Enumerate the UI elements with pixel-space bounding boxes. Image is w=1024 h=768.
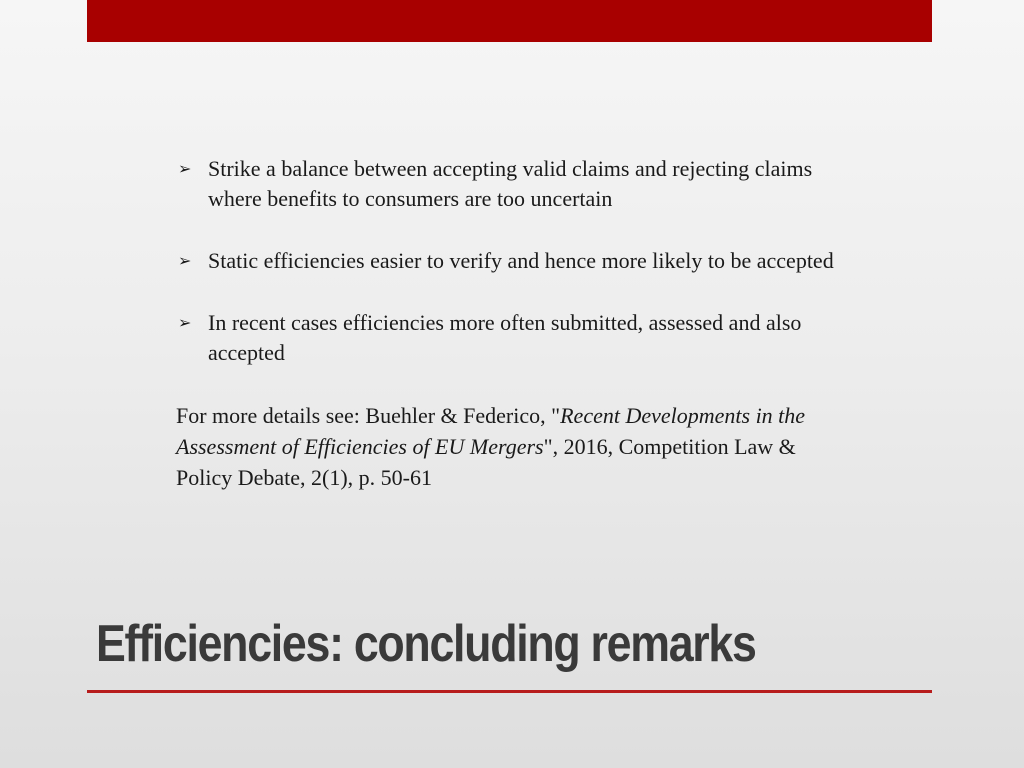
bullet-text: In recent cases efficiencies more often submitted, assessed and also accepted xyxy=(208,310,802,365)
reference-citation xyxy=(176,400,856,493)
reference-title: Recent Developments in the Assessment of Efficiencies of EU Mergers xyxy=(176,403,806,459)
bullet-text: Strike a balance between accepting valid claims and rejecting claims where benefits to consumers are too uncertain xyxy=(208,156,813,211)
arrow-right-icon: ➢ xyxy=(178,159,192,178)
top-accent-bar xyxy=(87,0,932,42)
reference-suffix: ", 2016, Competition Law & Policy Debate, 2(1), p. 50-61 xyxy=(176,434,796,490)
bullet-text: Static efficiencies easier to verify and hence more likely to be accepted xyxy=(208,248,834,273)
bullet-item xyxy=(176,308,856,368)
slide-title: Efficiencies: concluding remarks xyxy=(96,615,756,673)
bullet-item xyxy=(176,154,856,214)
bullet-list xyxy=(176,154,856,368)
reference-prefix: For more details see: Buehler & Federico, " xyxy=(176,403,561,428)
arrow-right-icon: ➢ xyxy=(178,251,192,270)
title-underline xyxy=(87,690,932,693)
bullet-item xyxy=(176,246,856,276)
arrow-right-icon: ➢ xyxy=(178,313,192,332)
slide-body xyxy=(176,154,856,515)
